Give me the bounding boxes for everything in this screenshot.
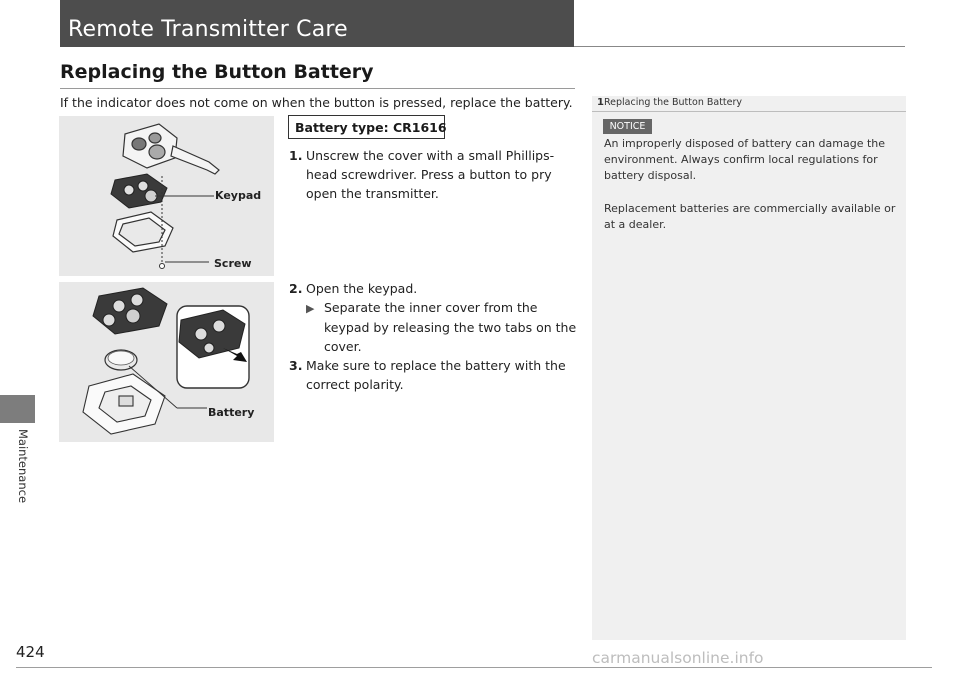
reference-mark: 1 — [597, 97, 604, 108]
battery-label: Battery — [208, 406, 255, 419]
step-2-sub-line-1: Separate the inner cover from the — [324, 300, 538, 315]
step-2-substep — [306, 298, 576, 356]
battery-illustration — [59, 282, 274, 442]
replacement-note — [604, 201, 895, 233]
step-3-line-1: Make sure to replace the battery with the — [306, 358, 566, 373]
step-3-number: 3. — [289, 358, 303, 373]
section-tab-label: Maintenance — [16, 428, 30, 504]
step-3-line-2: correct polarity. — [306, 377, 404, 392]
notice-line-3: battery disposal. — [604, 169, 697, 182]
note-line-1: Replacement batteries are commercially available or — [604, 202, 896, 215]
battery-type-box: Battery type: CR1616 — [288, 115, 445, 139]
step-2-sub-line-3: cover. — [324, 339, 362, 354]
step-2 — [289, 279, 417, 298]
page-title: Remote Transmitter Care — [68, 17, 348, 42]
notice-text — [604, 136, 885, 184]
step-1-number: 1. — [289, 148, 303, 163]
notice-line-1: An improperly disposed of battery can damage the — [604, 137, 886, 150]
section-rule — [60, 88, 575, 89]
step-2-line-1: Open the keypad. — [306, 281, 418, 296]
step-2-number: 2. — [289, 281, 303, 296]
title-rule — [574, 46, 905, 47]
notice-badge: NOTICE — [603, 119, 652, 134]
step-1-line-2: head screwdriver. Press a button to pry — [306, 167, 552, 182]
side-panel-heading — [597, 97, 742, 108]
note-line-2: at a dealer. — [604, 218, 667, 231]
step-1 — [289, 146, 554, 203]
screw-label: Screw — [214, 257, 252, 270]
step-3 — [289, 356, 566, 394]
watermark: carmanualsonline.info — [592, 649, 764, 667]
section-tab-marker — [0, 395, 35, 423]
keypad-label: Keypad — [215, 189, 262, 202]
footer-rule — [16, 667, 932, 668]
step-1-line-1: Unscrew the cover with a small Phillips- — [306, 148, 555, 163]
keypad-illustration — [59, 116, 274, 276]
side-panel-rule — [592, 111, 906, 112]
notice-line-2: environment. Always confirm local regulations for — [604, 153, 878, 166]
step-2-sub-line-2: keypad by releasing the two tabs on the — [324, 320, 577, 335]
intro-text: If the indicator does not come on when the button is pressed, replace the battery. — [60, 95, 573, 110]
page-number: 424 — [16, 643, 45, 661]
arrow-right-icon: ▶ — [306, 302, 315, 315]
section-heading: Replacing the Button Battery — [60, 61, 374, 83]
step-1-line-3: open the transmitter. — [306, 186, 439, 201]
side-panel-heading-text: Replacing the Button Battery — [603, 97, 743, 108]
